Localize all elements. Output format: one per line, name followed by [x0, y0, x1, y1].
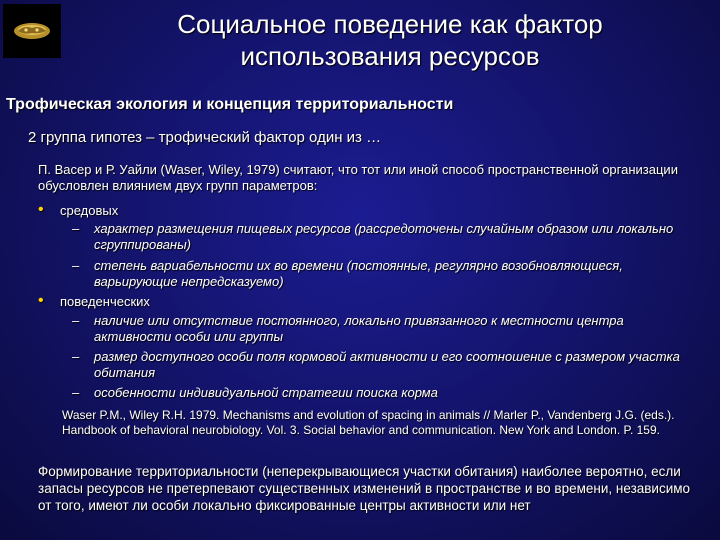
- bullet-label: поведенческих: [60, 294, 150, 309]
- bullet-label: средовых: [60, 203, 119, 218]
- sub-item: [72, 385, 692, 401]
- dash-icon: –: [72, 258, 80, 273]
- group-heading: 2 группа гипотез – трофический фактор один из …: [28, 129, 382, 146]
- sub-item: [72, 221, 692, 253]
- logo: [3, 4, 61, 58]
- dash-icon: –: [72, 385, 80, 400]
- dash-icon: –: [72, 221, 80, 236]
- sub-item-text: степень вариабельности их во времени (постоянные, регулярно возобновляющиеся, варьирующие непредсказуемо): [94, 258, 623, 289]
- sub-item: [72, 349, 692, 381]
- reference-citation: Waser P.M., Wiley R.H. 1979. Mechanisms and evolution of spacing in animals // Marler P., Vandenberg J.G. (eds.). Handbook of behavioral neurobiology. Vol. 3. Social behavior and communication. New York and London. P. 159.: [62, 408, 675, 437]
- sub-item-text: характер размещения пищевых ресурсов (рассредоточены случайным образом или локально сгруппированы): [94, 221, 674, 252]
- gold-emblem-icon: [10, 18, 54, 44]
- sub-item-text: наличие или отсутствие постоянного, локально привязанного к местности центра активности особи или группы: [94, 313, 624, 344]
- sub-item-text: размер доступного особи поля кормовой активности и его соотношение с размером участка обитания: [94, 349, 680, 380]
- conclusion-paragraph: Формирование территориальности (неперекрывающиеся участки обитания) наиболее вероятно, если запасы ресурсов не претерпевают существенных изменений в пространстве и во времени, независимо от того, имеют ли особи локально фиксированные центры активности или нет: [38, 464, 691, 513]
- page-title: [80, 8, 700, 72]
- dash-icon: –: [72, 349, 80, 364]
- section-subtitle: Трофическая экология и концепция территориальности: [6, 96, 454, 113]
- dash-icon: –: [72, 313, 80, 328]
- title-line-1: Социальное поведение как фактор: [177, 9, 603, 39]
- intro-paragraph: П. Васер и Р. Уайли (Waser, Wiley, 1979) считают, что тот или иной способ пространственной организации обусловлен влиянием двух групп параметров:: [38, 162, 678, 193]
- bullet-dot-icon: •: [38, 292, 44, 309]
- bullet-dot-icon: •: [38, 201, 44, 218]
- title-line-2: использования ресурсов: [240, 41, 540, 71]
- sub-item: [72, 313, 692, 345]
- sub-item-text: особенности индивидуальной стратегии поиска корма: [94, 385, 438, 400]
- sub-item: [72, 258, 692, 290]
